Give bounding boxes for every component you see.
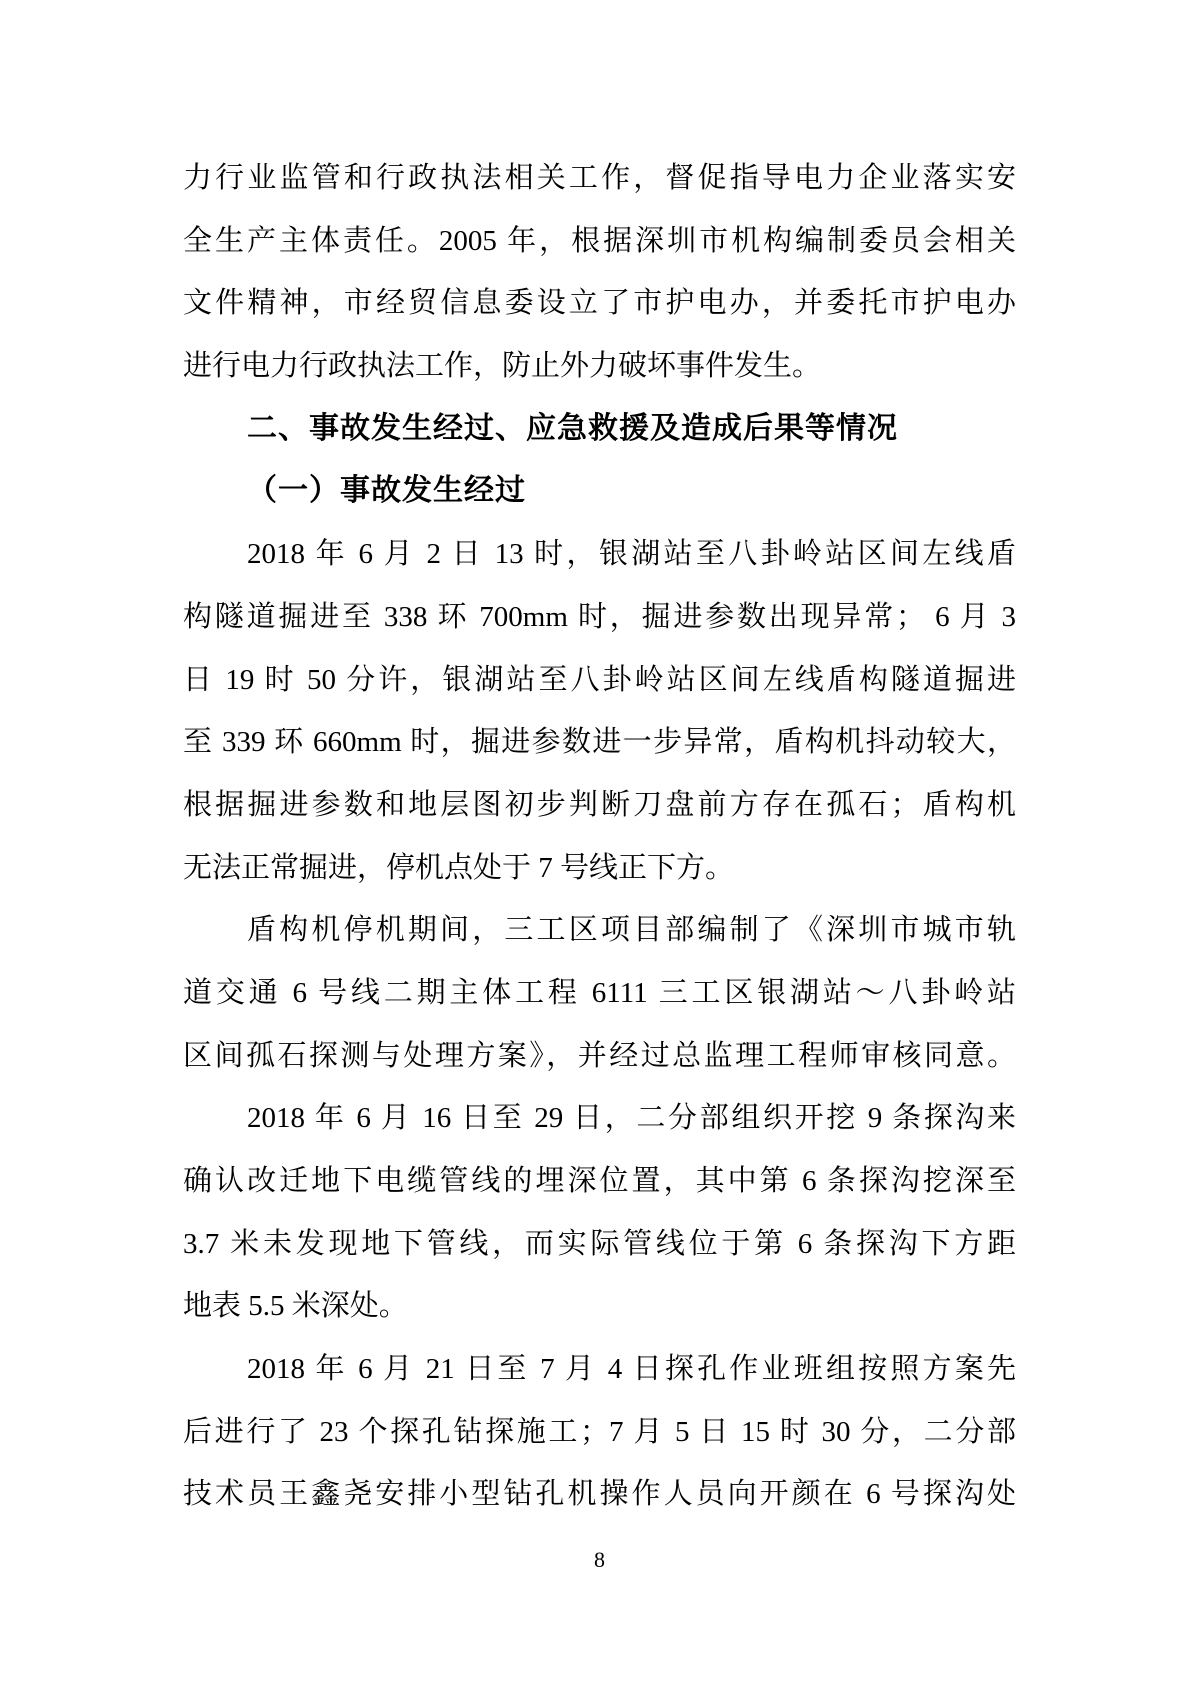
text-line: 无法正常掘进，停机点处于 7 号线正下方。 — [183, 851, 735, 884]
text-line: 道交通 6 号线二期主体工程 6111 三工区银湖站～八卦岭站 — [183, 976, 1016, 1009]
text-line: 区间孤石探测与处理方案》，并经过总监理工程师审核同意。 — [183, 1039, 1016, 1072]
text-line: 2018 年 6 月 2 日 13 时，银湖站至八卦岭站区间左线盾 — [247, 538, 1016, 571]
subsection-heading: （一）事故发生经过 — [247, 474, 526, 508]
text-line: 进行电力行政执法工作，防止外力破坏事件发生。 — [183, 350, 822, 383]
text-line: 构隧道掘进至 338 环 700mm 时，掘进参数出现异常； 6 月 3 — [183, 600, 1016, 633]
text-line: 2018 年 6 月 16 日至 29 日，二分部组织开挖 9 条探沟来 — [247, 1102, 1016, 1135]
text-line: 日 19 时 50 分许，银湖站至八卦岭站区间左线盾构隧道掘进 — [183, 663, 1016, 696]
text-line: 文件精神，市经贸信息委设立了市护电办，并委托市护电办 — [183, 287, 1016, 320]
text-line: 3.7 米未发现地下管线，而实际管线位于第 6 条探沟下方距 — [183, 1227, 1016, 1260]
text-line: 至 339 环 660mm 时，掘进参数进一步异常，盾构机抖动较大， — [183, 726, 1016, 759]
text-line: 后进行了 23 个探孔钻探施工；7 月 5 日 15 时 30 分，二分部 — [183, 1415, 1016, 1448]
text-line: 地表 5.5 米深处。 — [183, 1290, 408, 1323]
text-line: 力行业监管和行政执法相关工作，督促指导电力企业落实安 — [183, 162, 1016, 194]
page-content — [183, 147, 1016, 1526]
text-line: 盾构机停机期间，三工区项目部编制了《深圳市城市轨 — [247, 914, 1016, 947]
page-number: 8 — [594, 1547, 605, 1572]
text-line: 2018 年 6 月 21 日至 7 月 4 日探孔作业班组按照方案先 — [247, 1353, 1016, 1386]
text-line: 全生产主体责任。2005 年，根据深圳市机构编制委员会相关 — [183, 224, 1016, 257]
text-line: 技术员王鑫尧安排小型钻孔机操作人员向开颜在 6 号探沟处 — [183, 1478, 1016, 1511]
section-heading: 二、事故发生经过、应急救援及造成后果等情况 — [247, 411, 898, 445]
text-line: 确认改迁地下电缆管线的埋深位置，其中第 6 条探沟挖深至 — [183, 1165, 1016, 1197]
text-line: 根据掘进参数和地层图初步判断刀盘前方存在孤石；盾构机 — [183, 788, 1016, 821]
